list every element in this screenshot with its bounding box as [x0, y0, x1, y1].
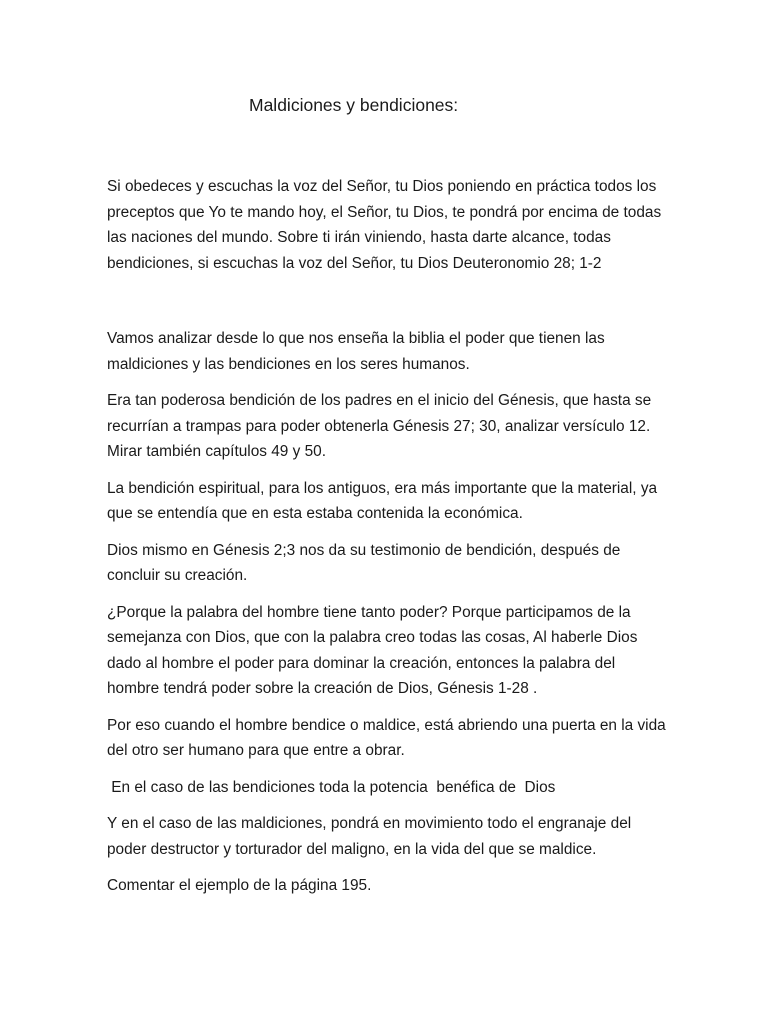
- paragraph-palabra-hombre: ¿Porque la palabra del hombre tiene tanto poder? Porque participamos de la semejanza con Dios, que con la palabra creo todas las cosas, Al haberle Dios dado al hombre el poder para dominar la creación, entonces la palabra del hombre tendrá poder sobre la creación de Dios, Génesis 1-28 .: [107, 603, 638, 697]
- paragraph-genesis-2: Dios mismo en Génesis 2;3 nos da su testimonio de bendición, después de concluir su creación.: [107, 541, 621, 584]
- paragraph-genesis-27: Era tan poderosa bendición de los padres en el inicio del Génesis, que hasta se recurrían a trampas para poder obtenerla Génesis 27; 30, analizar versículo 12. Mirar también capítulos 49 y 50.: [107, 392, 652, 460]
- paragraph-bendicion-espiritual: La bendición espiritual, para los antiguos, era más importante que la material, ya que se entendía que en esta estaba contenida la económica.: [107, 479, 658, 522]
- paragraph-maldiciones: Y en el caso de las maldiciones, pondrá en movimiento todo el engranaje del poder destructor y torturador del maligno, en la vida del que se maldice.: [107, 815, 632, 858]
- paragraph-bendiciones-potencia: En el caso de las bendiciones toda la potencia benéfica de Dios: [107, 778, 556, 796]
- document-title: Maldiciones y bendiciones:: [249, 95, 459, 115]
- document-body: [107, 174, 667, 899]
- paragraph-analizar: Vamos analizar desde lo que nos enseña la biblia el poder que tienen las maldiciones y las bendiciones en los seres humanos.: [107, 330, 605, 373]
- paragraph-comentar: Comentar el ejemplo de la página 195.: [107, 877, 372, 894]
- paragraph-puerta: Por eso cuando el hombre bendice o maldice, está abriendo una puerta en la vida del otro ser humano para que entre a obrar.: [107, 716, 666, 759]
- paragraph-deuteronomio: Si obedeces y escuchas la voz del Señor, tu Dios poniendo en práctica todos los preceptos que Yo te mando hoy, el Señor, tu Dios, te pondrá por encima de todas las naciones del mundo. Sobre ti irán viniendo, hasta darte alcance, todas bendiciones, si escuchas la voz del Señor, tu Dios Deuteronomio 28; 1-2: [107, 178, 662, 272]
